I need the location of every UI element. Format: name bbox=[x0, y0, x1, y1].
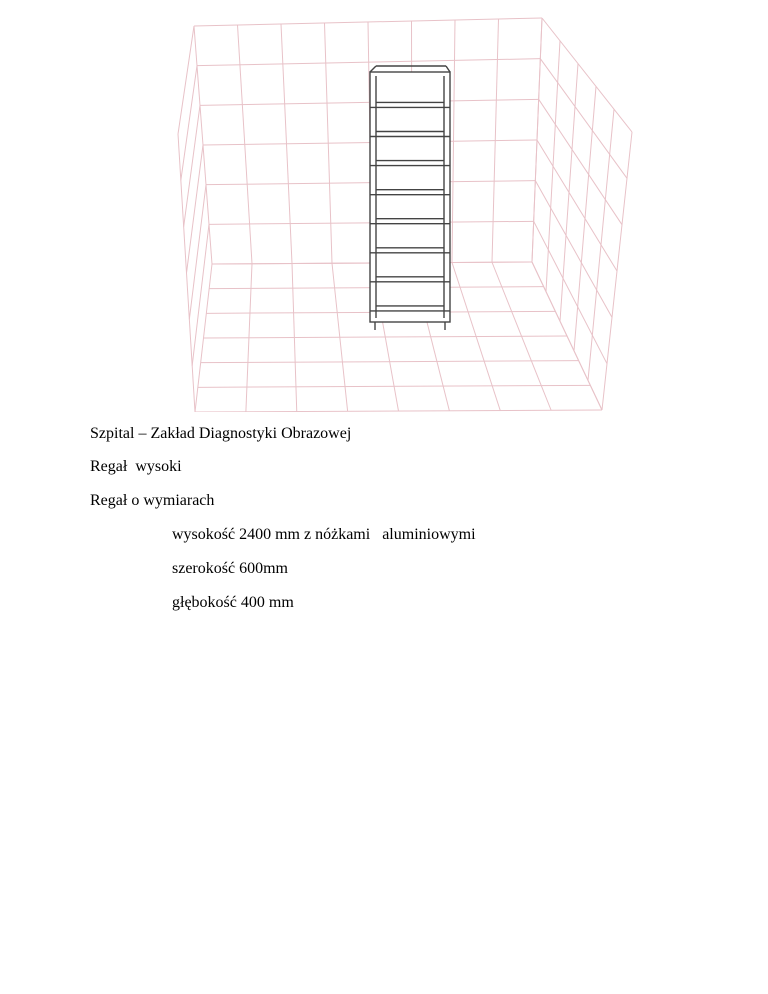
dimension-width: szerokość 600mm bbox=[172, 560, 288, 577]
room-grid-drawing bbox=[170, 14, 638, 412]
cabinet-top-left-edge bbox=[370, 66, 376, 72]
left-wall-horizontal-line bbox=[189, 185, 206, 320]
dimensions-heading: Regał o wymiarach bbox=[90, 492, 215, 509]
left-wall-horizontal-line bbox=[187, 145, 204, 273]
cabinet-frame bbox=[370, 72, 450, 322]
left-wall-top-edge bbox=[178, 26, 194, 134]
title-hospital-department: Szpital – Zakład Diagnostyki Obrazowej bbox=[90, 425, 352, 442]
left-wall-horizontal-line bbox=[181, 66, 197, 181]
bookshelf-cabinet bbox=[370, 66, 450, 330]
room-render bbox=[170, 14, 638, 412]
left-wall-horizontal-line bbox=[184, 105, 200, 226]
left-wall-horizontal-line bbox=[192, 224, 209, 365]
dimension-depth: głębokość 400 mm bbox=[172, 594, 294, 611]
item-name: Regał wysoki bbox=[90, 458, 182, 475]
dimension-height: wysokość 2400 mm z nóżkami aluminiowymi bbox=[172, 526, 476, 543]
cabinet-top-right-edge bbox=[446, 66, 450, 72]
